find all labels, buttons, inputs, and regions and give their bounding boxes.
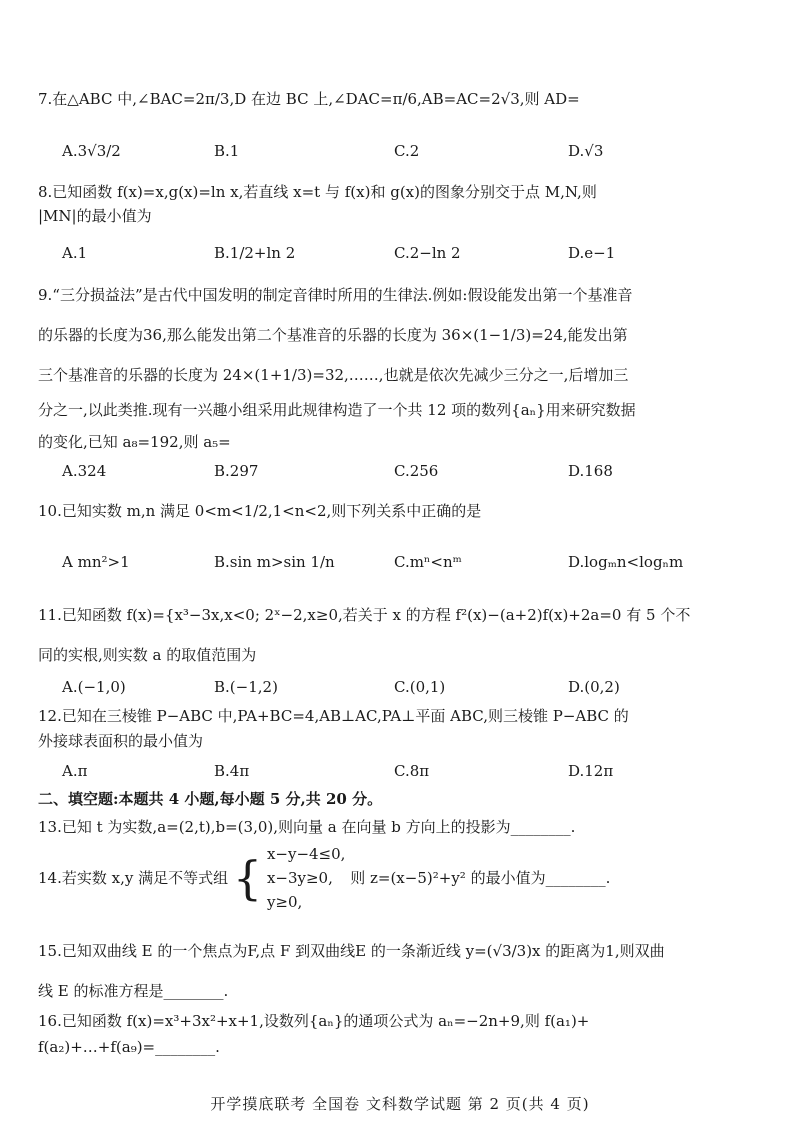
q7-stem: 7.在△ABC 中,∠BAC=2π/3,D 在边 BC 上,∠DAC=π/6,AB=AC=2√3,则 AD= bbox=[38, 90, 580, 108]
q13-stem: 13.已知 t 为实数,a=(2,t),b=(3,0),则向量 a 在向量 b 方向上的投影为________. bbox=[38, 818, 576, 836]
q14-constraint-3: y≥0, bbox=[266, 893, 303, 911]
q7-options bbox=[62, 140, 760, 162]
q9-option-d: D.168 bbox=[568, 462, 613, 480]
q7-option-c: C.2 bbox=[394, 142, 420, 160]
q11-option-a: A.(−1,0) bbox=[62, 678, 126, 696]
q15-line2: 线 E 的标准方程是________. bbox=[38, 982, 229, 1000]
q12-option-a: A.π bbox=[62, 762, 88, 780]
section-2-heading: 二、填空题:本题共 4 小题,每小题 5 分,共 20 分。 bbox=[38, 790, 383, 808]
q14-constraint-1: x−y−4≤0, bbox=[266, 845, 346, 863]
q12-option-c: C.8π bbox=[394, 762, 430, 780]
q7-option-a: A.3√3/2 bbox=[62, 142, 121, 160]
q7-option-b: B.1 bbox=[214, 142, 240, 160]
q8-option-a: A.1 bbox=[62, 244, 88, 262]
q12-options bbox=[62, 760, 760, 782]
q11-stem: 11.已知函数 f(x)={x³−3x,x<0; 2ˣ−2,x≥0,若关于 x 的方程 f²(x)−(a+2)f(x)+2a=0 有 5 个不 bbox=[38, 606, 691, 624]
q9-line2: 的乐器的长度为36,那么能发出第二个基准音的乐器的长度为 36×(1−1/3)=24,能发出第 bbox=[38, 326, 628, 344]
q8-option-c: C.2−ln 2 bbox=[394, 244, 461, 262]
q11-option-c: C.(0,1) bbox=[394, 678, 446, 696]
page-footer: 开学摸底联考 全国卷 文科数学试题 第 2 页(共 4 页) bbox=[210, 1095, 590, 1113]
q14-stem bbox=[38, 842, 610, 914]
q8-stem-line1: 8.已知函数 f(x)=x,g(x)=ln x,若直线 x=t 与 f(x)和 g(x)的图象分别交于点 M,N,则 bbox=[38, 183, 597, 201]
q11-stem-line2: 同的实根,则实数 a 的取值范围为 bbox=[38, 646, 257, 664]
q10-option-b: B.sin m>sin 1/n bbox=[214, 553, 335, 571]
q9-options bbox=[62, 460, 760, 482]
q15-line1: 15.已知双曲线 E 的一个焦点为F,点 F 到双曲线E 的一条渐近线 y=(√3/3)x 的距离为1,则双曲 bbox=[38, 942, 665, 960]
q10-options bbox=[62, 551, 760, 573]
q11-option-b: B.(−1,2) bbox=[214, 678, 278, 696]
q14-constraint-2: x−3y≥0, bbox=[266, 869, 333, 887]
q9-option-b: B.297 bbox=[214, 462, 259, 480]
q14-suffix: 则 z=(x−5)²+y² 的最小值为________. bbox=[350, 869, 611, 887]
q9-line5: 的变化,已知 a₈=192,则 a₅= bbox=[38, 433, 231, 451]
q9-option-a: A.324 bbox=[62, 462, 107, 480]
q10-stem: 10.已知实数 m,n 满足 0<m<1/2,1<n<2,则下列关系中正确的是 bbox=[38, 502, 482, 520]
q10-option-c: C.mⁿ<nᵐ bbox=[394, 553, 462, 571]
q10-option-d: D.logₘn<logₙm bbox=[568, 553, 684, 571]
q8-option-d: D.e−1 bbox=[568, 244, 616, 262]
q9-option-c: C.256 bbox=[394, 462, 439, 480]
q11-options bbox=[62, 676, 760, 698]
q16-line1: 16.已知函数 f(x)=x³+3x²+x+1,设数列{aₙ}的通项公式为 aₙ=−2n+9,则 f(a₁)+ bbox=[38, 1012, 590, 1030]
q9-line1: 9.“三分损益法”是古代中国发明的制定音律时所用的生律法.例如:假设能发出第一个基准音 bbox=[38, 286, 633, 304]
q10-option-a: A mn²>1 bbox=[62, 553, 130, 571]
brace-icon: { bbox=[232, 851, 263, 905]
q14-system bbox=[267, 842, 346, 914]
q12-stem-line1: 12.已知在三棱锥 P−ABC 中,PA+BC=4,AB⊥AC,PA⊥平面 ABC,则三棱锥 P−ABC 的 bbox=[38, 707, 629, 725]
q16-line2: f(a₂)+…+f(a₉)=________. bbox=[38, 1038, 220, 1056]
q8-option-b: B.1/2+ln 2 bbox=[214, 244, 296, 262]
q12-stem-line2: 外接球表面积的最小值为 bbox=[38, 732, 204, 750]
q7-option-d: D.√3 bbox=[568, 142, 604, 160]
q8-options bbox=[62, 242, 760, 264]
q12-option-b: B.4π bbox=[214, 762, 250, 780]
q11-option-d: D.(0,2) bbox=[568, 678, 620, 696]
q9-line3: 三个基准音的乐器的长度为 24×(1+1/3)=32,……,也就是依次先减少三分之一,后增加三 bbox=[38, 366, 629, 384]
q14-prefix: 14.若实数 x,y 满足不等式组 bbox=[38, 869, 229, 887]
q9-line4: 分之一,以此类推.现有一兴趣小组采用此规律构造了一个共 12 项的数列{aₙ}用来研究数据 bbox=[38, 401, 636, 419]
q12-option-d: D.12π bbox=[568, 762, 614, 780]
q8-stem-line2: |MN|的最小值为 bbox=[38, 207, 152, 225]
